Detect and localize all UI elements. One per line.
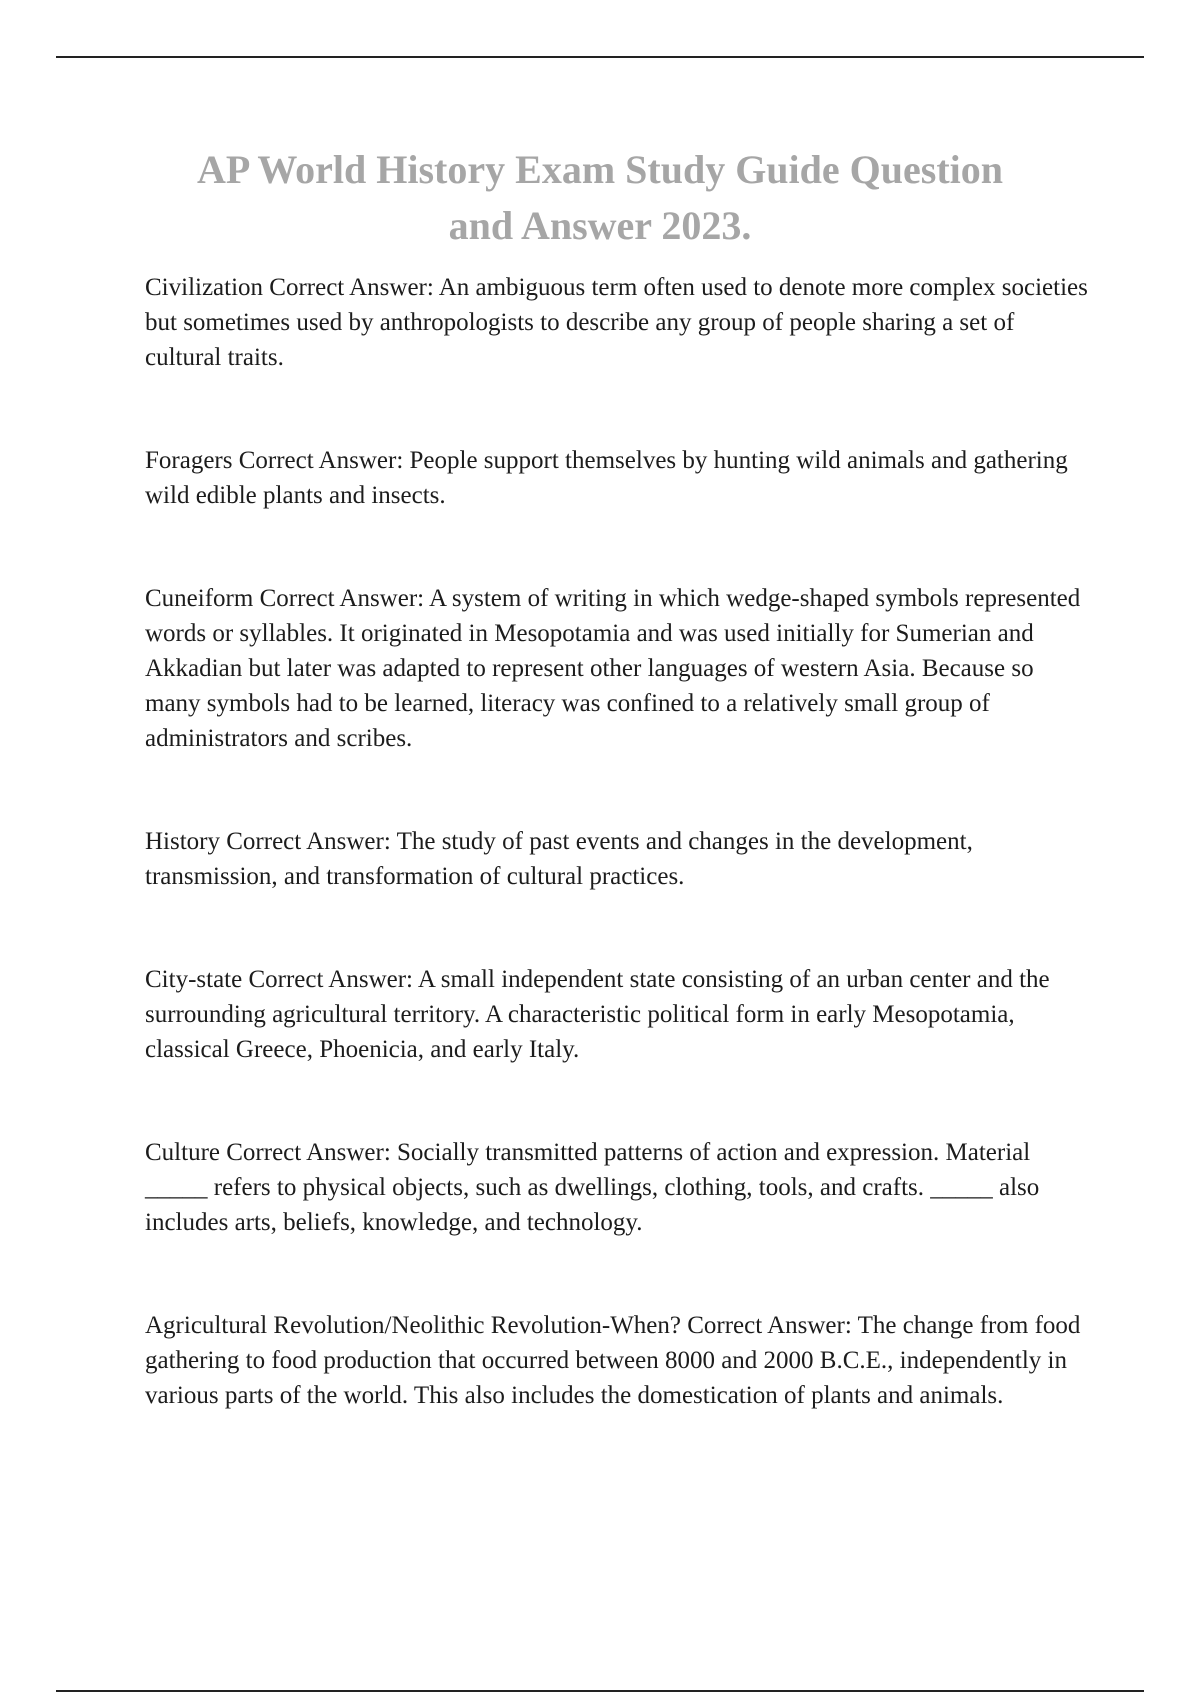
- bottom-divider: [56, 1690, 1144, 1692]
- top-divider: [56, 56, 1144, 58]
- entry-spacer: [145, 1240, 1095, 1308]
- qa-entry-agricultural-revolution: Agricultural Revolution/Neolithic Revolution-When? Correct Answer: The change from food gathering to food production that occurred between 8000 and 2000 B.C.E., independently in various parts of the world. This also includes the domestication of plants and animals.: [145, 1312, 1081, 1409]
- entry-spacer: [145, 756, 1095, 824]
- qa-entry-cuneiform: Cuneiform Correct Answer: A system of writing in which wedge-shaped symbols represented words or syllables. It originated in Mesopotamia and was used initially for Sumerian and Akkadian but later was adapted to represent other languages of western Asia. Because so many symbols had to be learned, literacy was confined to a relatively small group of administrators and scribes.: [145, 585, 1081, 752]
- qa-entry-civilization: Civilization Correct Answer: An ambiguous term often used to denote more complex societies but sometimes used by anthropologists to describe any group of people sharing a set of cultural traits.: [145, 274, 1088, 371]
- entry-spacer: [145, 513, 1095, 581]
- qa-entry-foragers: Foragers Correct Answer: People support themselves by hunting wild animals and gathering wild edible plants and insects.: [145, 447, 1068, 509]
- qa-list: [145, 270, 1095, 1413]
- title-line-1: AP World History Exam Study Guide Question: [196, 147, 1004, 192]
- qa-entry-city-state: City-state Correct Answer: A small independent state consisting of an urban center and the surrounding agricultural territory. A characteristic political form in early Mesopotamia, classical Greece, Phoenicia, and early Italy.: [145, 966, 1050, 1063]
- entry-spacer: [145, 1067, 1095, 1135]
- entry-spacer: [145, 375, 1095, 443]
- qa-entry-culture: Culture Correct Answer: Socially transmitted patterns of action and expression. Material _____ refers to physical objects, such as dwellings, clothing, tools, and crafts. _____ also includes arts, beliefs, knowledge, and technology.: [145, 1139, 1040, 1236]
- title-line-2: and Answer 2023.: [448, 203, 752, 248]
- entry-spacer: [145, 894, 1095, 962]
- qa-entry-history: History Correct Answer: The study of past events and changes in the development, transmission, and transformation of cultural practices.: [145, 828, 973, 890]
- page-title: [120, 142, 1080, 254]
